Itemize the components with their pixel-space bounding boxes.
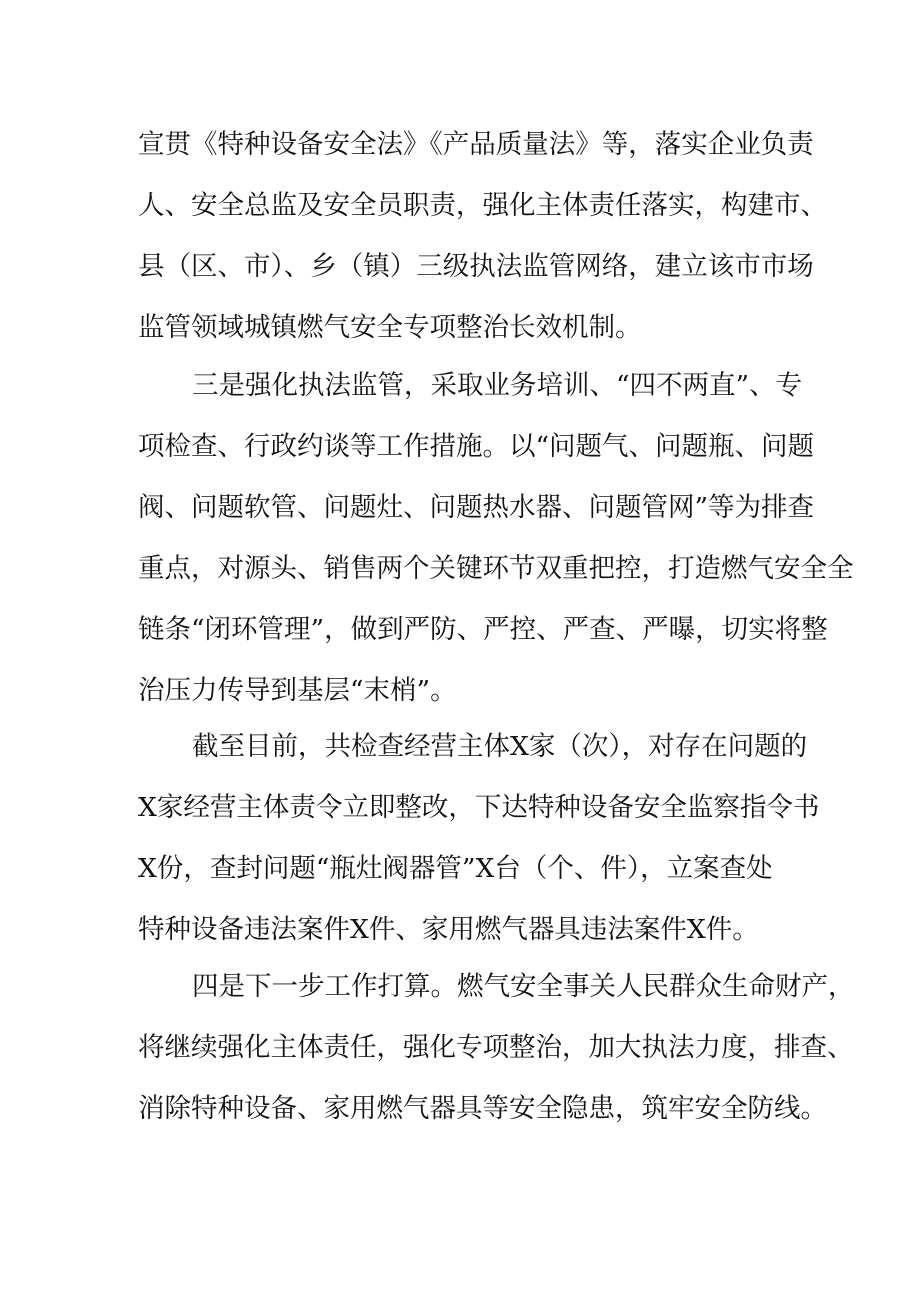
text-line: 项检查、行政约谈等工作措施。以“问题气、问题瓶、问题 bbox=[138, 431, 815, 462]
paragraph-3 bbox=[138, 716, 820, 960]
text-line: 四是下一步工作打算。燃气安全事关人民群众生命财产， bbox=[192, 971, 855, 1002]
text-line: 将继续强化主体责任，强化专项整治，加大执法力度，排查、 bbox=[138, 1032, 854, 1063]
text-line: 重点，对源头、销售两个关键环节双重把控，打造燃气安全全 bbox=[138, 553, 854, 584]
text-line: 链条“闭环管理”，做到严防、严控、严查、严曝，切实将整 bbox=[138, 614, 828, 645]
text-line: 宣贯《特种设备安全法》《产品质量法》等，落实企业负责 bbox=[138, 129, 814, 160]
text-line: 治压力传导到基层“末梢”。 bbox=[138, 675, 457, 706]
text-line: 特种设备违法案件X件、家用燃气器具违法案件X件。 bbox=[138, 914, 759, 945]
paragraph-2 bbox=[138, 355, 854, 721]
text-line: 三是强化执法监管，采取业务培训、“四不两直”、专 bbox=[192, 370, 803, 401]
text-line: X份，查封问题“瓶灶阀器管”X台（个、件），立案查处 bbox=[138, 853, 773, 884]
text-line: 截至目前，共检查经营主体X家（次），对存在问题的 bbox=[192, 731, 808, 762]
text-line: 阀、问题软管、问题灶、问题热水器、问题管网”等为排查 bbox=[138, 492, 815, 523]
text-line: 监管领域城镇燃气安全专项整治长效机制。 bbox=[138, 312, 642, 343]
text-line: 县（区、市）、乡（镇）三级执法监管网络，建立该市市场 bbox=[138, 251, 814, 282]
paragraph-1 bbox=[138, 114, 827, 358]
text-line: 人、安全总监及安全员职责，强化主体责任落实，构建市、 bbox=[138, 190, 827, 221]
paragraph-4 bbox=[138, 956, 855, 1139]
text-line: X家经营主体责令立即整改，下达特种设备安全监察指令书 bbox=[138, 792, 820, 823]
text-line: 消除特种设备、家用燃气器具等安全隐患，筑牢安全防线。 bbox=[138, 1093, 827, 1124]
